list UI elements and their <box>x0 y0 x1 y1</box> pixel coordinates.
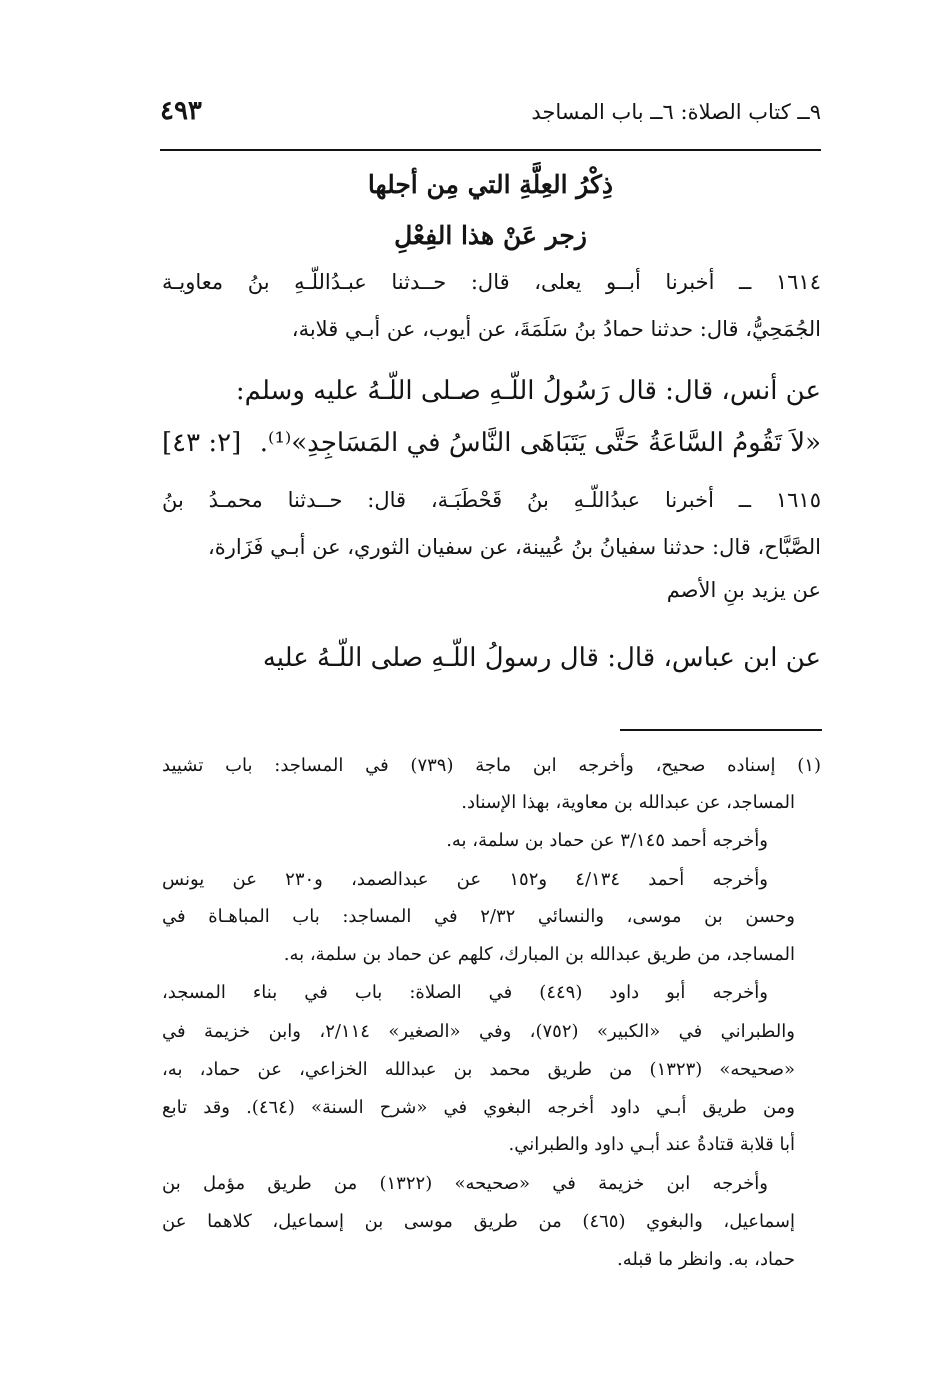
footnote-line: وأخرجه أحمد ٣/١٤٥ عن حماد بن سلمة، به. <box>446 830 768 851</box>
footnote-rule <box>620 729 822 731</box>
section-title-line-2: زجر عَنْ هذا الفِعْلِ <box>394 221 587 250</box>
section-title-line-1: ذِكْرُ العِلَّةِ التي مِن أجلها <box>367 170 614 199</box>
footnote-line: والطبراني في «الكبير» (٧٥٢)، وفي «الصغير» ٢/١١٤، وابن خزيمة في <box>162 1021 795 1042</box>
hadith-1614-reference: [٢: ٤٣] <box>162 428 242 458</box>
hadith-1614-matn-line-2: «لاَ تَقُومُ السَّاعَةُ حَتَّى يَتَبَاهَى النَّاسُ في المَسَاجِدِ»⁽¹⁾. <box>259 428 821 458</box>
footnote-line: وأخرجه أحمد ٤/١٣٤ و١٥٢ عن عبدالصمد، و٢٣٠ عن يونس <box>162 869 768 890</box>
hadith-1614-isnad-line-2: الجُمَحِيُّ، قال: حدثنا حمادُ بنُ سَلَمَةَ، عن أيوب، عن أبـي قلابة، <box>291 317 821 341</box>
footnote-line: وأخرجه أبو داود (٤٤٩) في الصلاة: باب في بناء المسجد، <box>162 982 768 1003</box>
footnote-line: وأخرجه ابن خزيمة في «صحيحه» (١٣٢٢) من طريق مؤمل بن <box>162 1173 768 1194</box>
footnote-line: إسماعيل، والبغوي (٤٦٥) من طريق موسى بن إسماعيل، كلاهما عن <box>162 1211 796 1232</box>
chapter-title: ٩ــ كتاب الصلاة: ٦ــ باب المساجد <box>531 100 821 124</box>
hadith-1615-isnad-line-1: ١٦١٥ ــ أخبرنا عبدُاللّـهِ بنُ قَحْطَبَـة، قال: حــدثنا محمـدُ بنُ <box>162 488 821 512</box>
hadith-1615-isnad-line-3: عن يزيد بنِ الأصم <box>666 578 821 602</box>
footnote-line: وحسن بن موسى، والنسائي ٢/٣٢ في المساجد: باب المباهـاة في <box>162 906 795 927</box>
footnote-line: ومن طريق أبـي داود أخرجه البغوي في «شرح السنة» (٤٦٤). وقد تابع <box>162 1097 795 1118</box>
footnote-line: المساجد، عن عبدالله بن معاوية، بهذا الإسناد. <box>461 792 795 813</box>
hadith-1615-isnad-line-2: الصَّبَّاح، قال: حدثنا سفيانُ بنُ عُيينة، عن سفيان الثوري، عن أبـي فَزَارة، <box>208 535 821 559</box>
hadith-1614-matn-line-1: عن أنس، قال: قال رَسُولُ اللّـهِ صـلى اللّـهُ عليه وسلم: <box>235 376 821 406</box>
footnote-line: (١) إسناده صحيح، وأخرجه ابن ماجة (٧٣٩) في المساجد: باب تشييد <box>162 755 821 776</box>
footnote-line: «صحيحه» (١٣٢٣) من طريق محمد بن عبدالله الخزاعي، عن حماد، به، <box>162 1059 796 1080</box>
running-header <box>160 96 821 136</box>
header-rule <box>160 149 821 151</box>
footnote-line: أبا قلابة قتادةُ عند أبـي داود والطبراني. <box>508 1134 795 1155</box>
hadith-1615-matn-line-1: عن ابن عباس، قال: قال رسولُ اللّـهِ صلى اللّـهُ عليه <box>262 643 821 673</box>
page-number: ٤٩٣ <box>160 96 202 126</box>
footnote-line: حماد، به. وانظر ما قبله. <box>616 1249 795 1270</box>
footnote-line: المساجد، من طريق عبدالله بن المبارك، كلهم عن حماد بن سلمة، به. <box>283 944 795 965</box>
hadith-1614-isnad-line-1: ١٦١٤ ــ أخبرنا أبــو يعلى، قال: حــدثنا عبـدُاللّـهِ بنُ معاويـة <box>162 270 821 294</box>
